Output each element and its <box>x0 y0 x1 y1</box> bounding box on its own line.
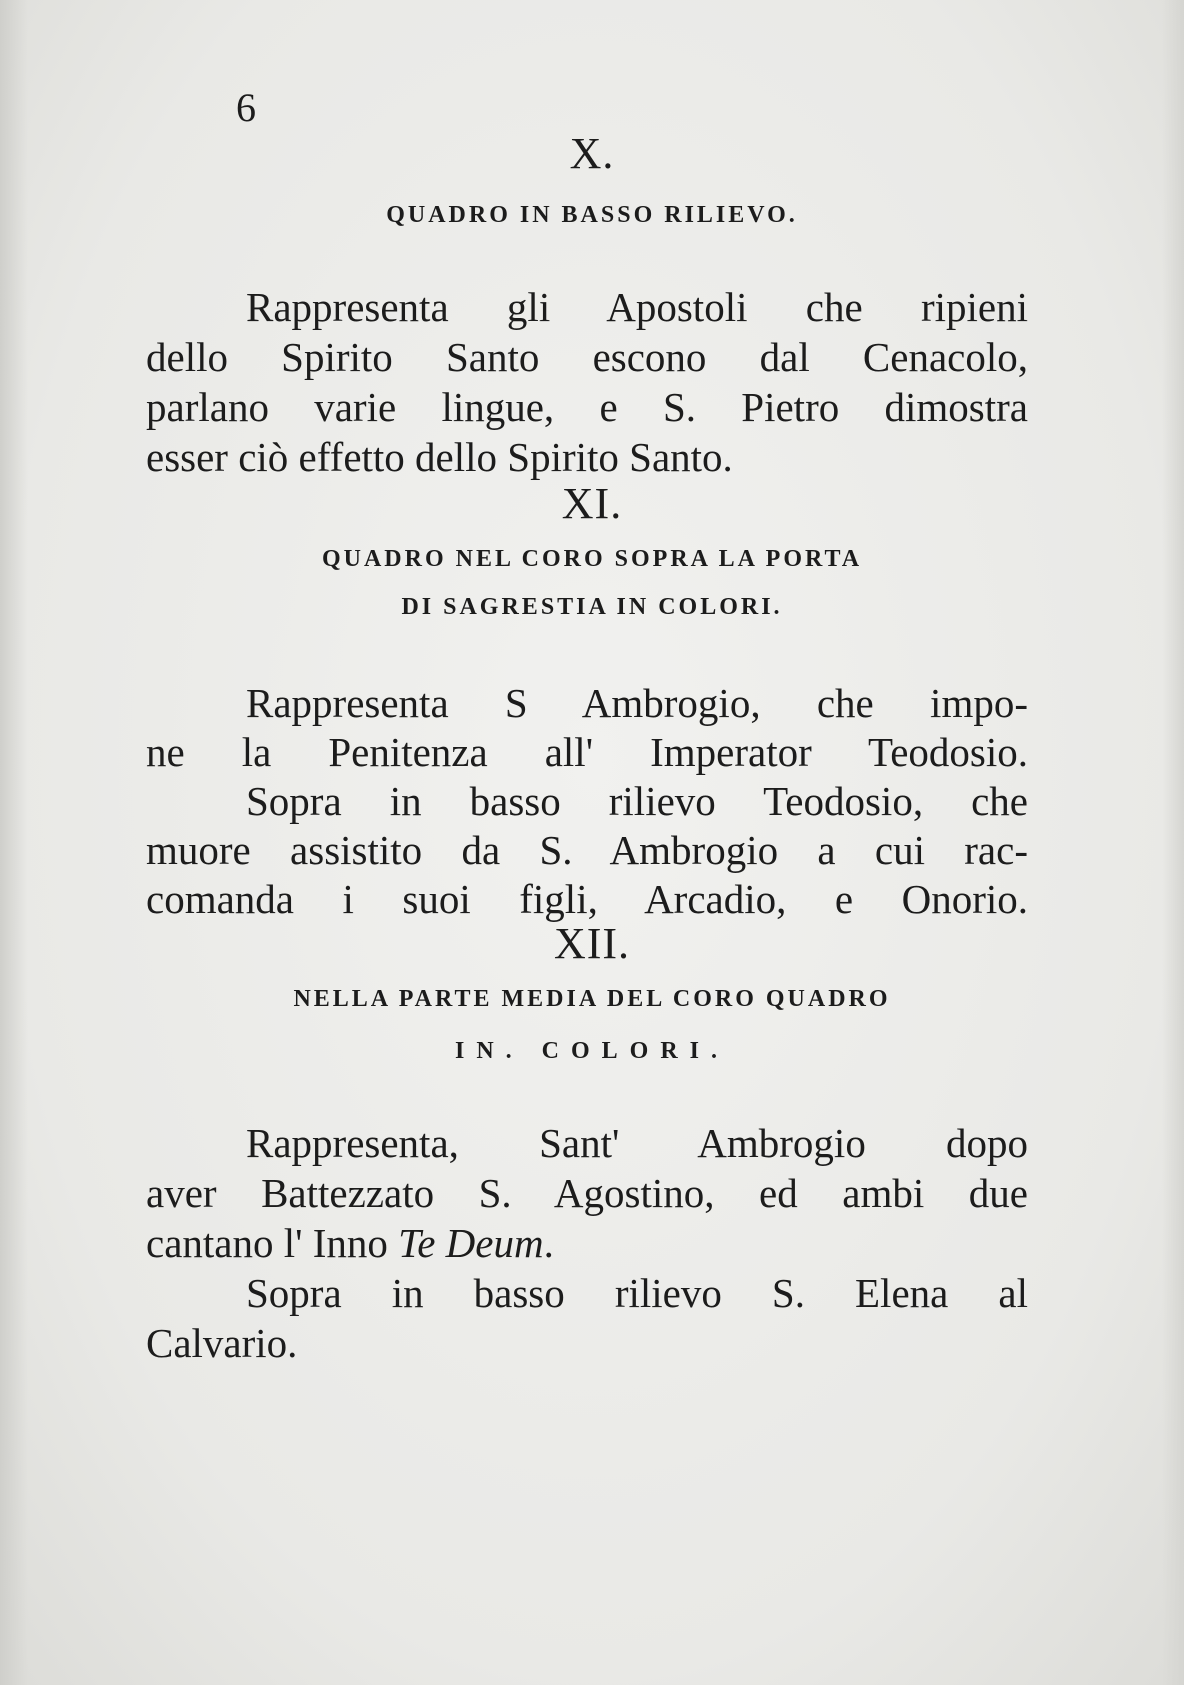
te-deum-prefix: cantano l' Inno <box>146 1220 399 1266</box>
text-line: Rappresenta gli Apostoli che ripieni <box>246 284 1028 330</box>
section-numeral-x: X. <box>569 129 615 178</box>
section-numeral-xi: XI. <box>561 479 623 528</box>
section-caption-xii-line-1: NELLA PARTE MEDIA DEL CORO QUADRO <box>293 986 891 1012</box>
text-line: dello Spirito Santo escono dal Cenacolo, <box>146 334 1028 380</box>
text-line: Sopra in basso rilievo Teodosio, che <box>246 778 1028 824</box>
text-line: Calvario. <box>146 1320 298 1366</box>
section-caption-xii-line-2: IN. COLORI. <box>454 1038 730 1064</box>
section-numeral-xii: XII. <box>553 919 631 968</box>
section-caption-x: QUADRO IN BASSO RILIEVO. <box>386 202 798 228</box>
page-number: 6 <box>236 85 256 130</box>
text-line: ne la Penitenza all' Imperator Teodosio. <box>146 729 1028 775</box>
page-edge-shadow-right <box>1162 0 1184 1685</box>
te-deum-suffix: . <box>543 1220 554 1266</box>
text-line: Rappresenta S Ambrogio, che impo- <box>246 680 1028 726</box>
text-line: parlano varie lingue, e S. Pietro dimostra <box>146 384 1028 430</box>
text-line: muore assistito da S. Ambrogio a cui rac- <box>146 827 1028 873</box>
section-caption-xi-line-1: QUADRO NEL CORO SOPRA LA PORTA <box>321 546 863 572</box>
text-line: esser ciò effetto dello Spirito Santo. <box>146 434 733 480</box>
page-edge-shadow-left <box>0 0 28 1685</box>
text-line: Sopra in basso rilievo S. Elena al <box>246 1270 1028 1316</box>
text-line: Rappresenta, Sant' Ambrogio dopo <box>246 1120 1028 1166</box>
text-line: aver Battezzato S. Agostino, ed ambi due <box>146 1170 1028 1216</box>
text-line: comanda i suoi figli, Arcadio, e Onorio. <box>146 876 1028 922</box>
text-line-te-deum <box>146 1218 554 1268</box>
te-deum-italic: Te Deum <box>398 1220 544 1266</box>
section-caption-xi-line-2: DI SAGRESTIA IN COLORI. <box>401 594 783 620</box>
